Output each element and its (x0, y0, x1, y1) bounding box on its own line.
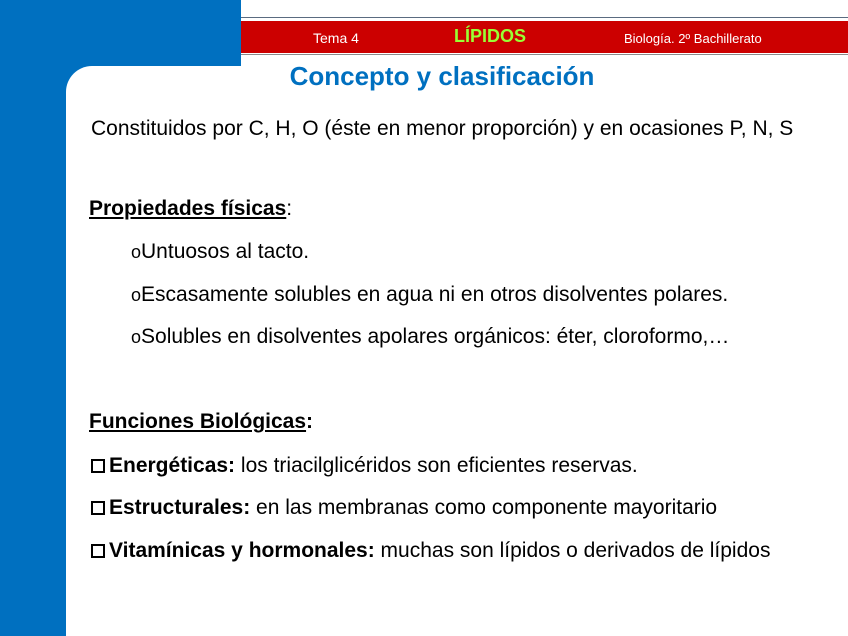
funcion-desc: muchas son lípidos o derivados de lípidos (374, 539, 771, 562)
funcion-item (89, 537, 829, 564)
funciones-heading (89, 410, 313, 434)
propiedad-item (131, 240, 309, 264)
funciones-heading-colon: : (306, 410, 314, 433)
header-tema: Tema 4 (313, 30, 359, 46)
intro-text: Constituidos por C, H, O (éste en menor proporción) y en ocasiones P, N, S (91, 117, 794, 140)
funcion-term: Energéticas: (109, 454, 236, 477)
propiedades-heading (89, 197, 292, 221)
header-bottom-rule (241, 54, 848, 55)
funcion-item (89, 494, 829, 521)
funcion-term: Vitamínicas y hormonales: (109, 539, 375, 562)
funcion-desc: en las membranas como componente mayoritario (250, 496, 718, 519)
propiedades-heading-label: Propiedades físicas (89, 197, 287, 220)
circle-bullet-icon: o (131, 327, 142, 347)
slide-title: Concepto y clasificación (289, 61, 595, 91)
propiedad-item (131, 325, 729, 349)
header-topic: LÍPIDOS (454, 26, 527, 46)
funcion-term: Estructurales: (109, 496, 251, 519)
header-top-rule (241, 17, 848, 18)
propiedad-text: Untuosos al tacto. (141, 240, 310, 263)
circle-bullet-icon: o (131, 242, 142, 262)
propiedad-text: Solubles en disolventes apolares orgánicos: éter, cloroformo,… (141, 325, 730, 348)
circle-bullet-icon: o (131, 285, 142, 305)
header-course: Biología. 2º Bachillerato (624, 31, 762, 46)
funcion-item (89, 452, 829, 479)
propiedades-heading-colon: : (286, 197, 293, 220)
checkbox-bullet-icon (91, 501, 105, 515)
funciones-heading-label: Funciones Biológicas (89, 410, 307, 433)
checkbox-bullet-icon (91, 459, 105, 473)
checkbox-bullet-icon (91, 544, 105, 558)
propiedad-text: Escasamente solubles en agua ni en otros disolventes polares. (141, 283, 729, 306)
funcion-desc: los triacilglicéridos son eficientes reservas. (235, 454, 638, 477)
propiedad-item (131, 283, 728, 307)
